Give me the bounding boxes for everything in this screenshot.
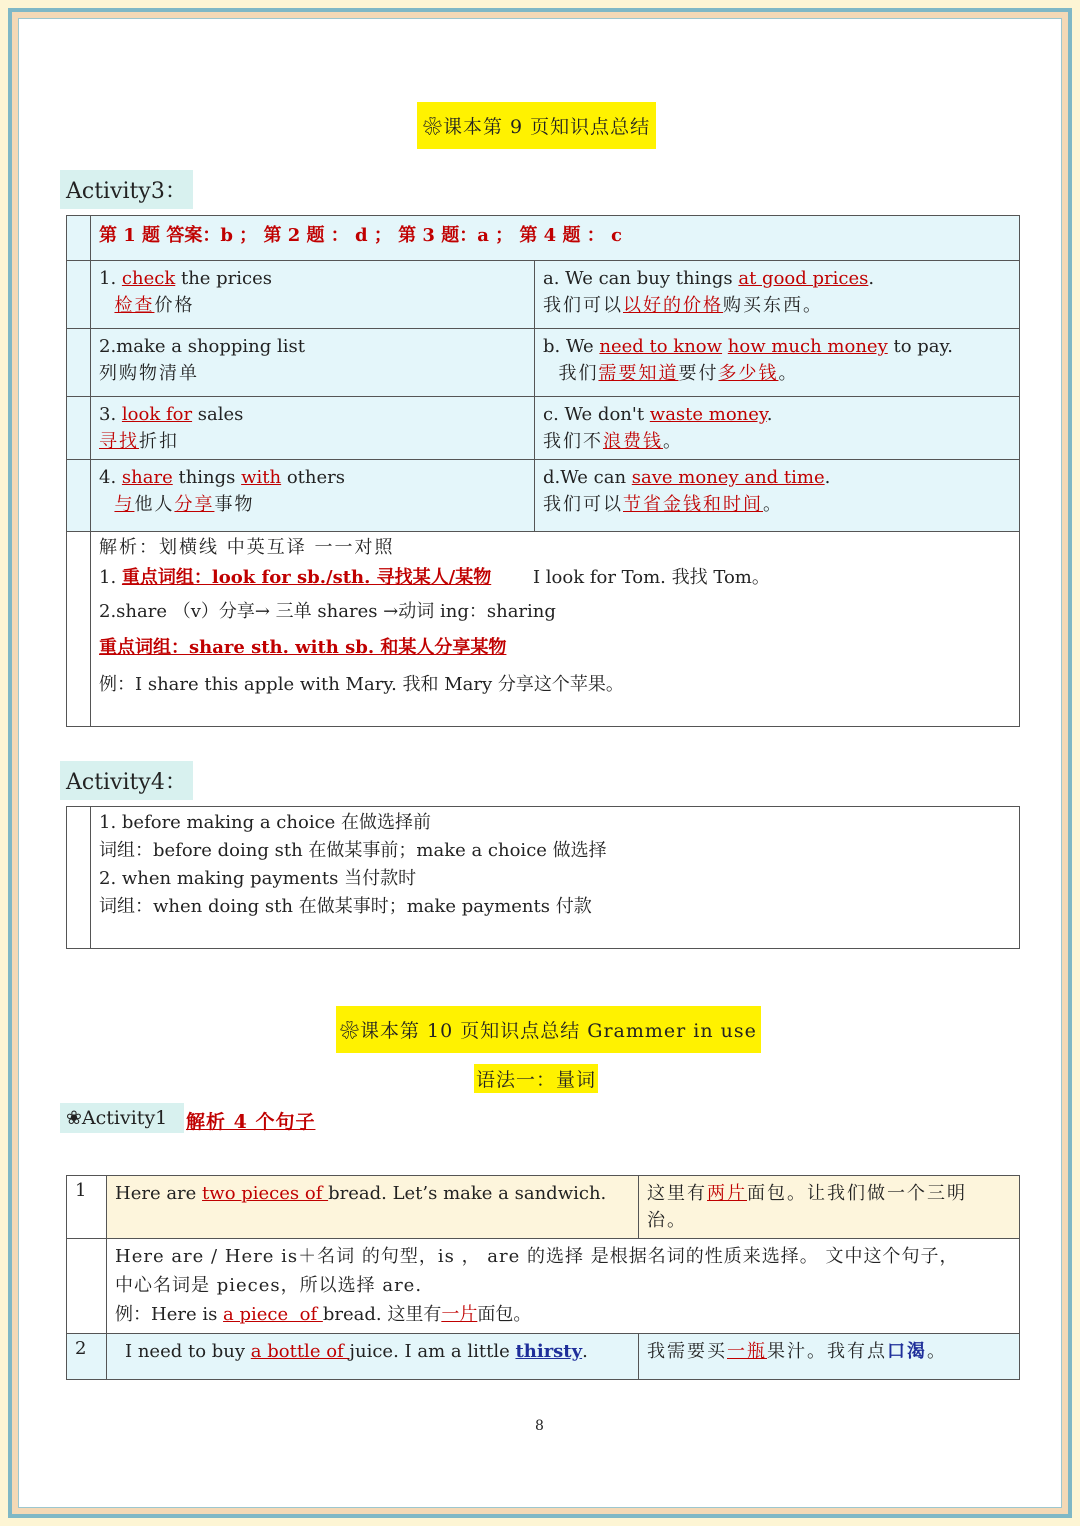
text-run: the prices bbox=[175, 268, 273, 289]
row3-left-english bbox=[99, 401, 526, 428]
answers-text: 第 1 题 答案：b ； 第 2 题 ： d ； 第 3 题：a ； 第 4 题 ： c bbox=[99, 225, 622, 246]
text-run: 价格 bbox=[154, 295, 195, 316]
highlighted-phrase: 检查 bbox=[114, 295, 155, 316]
text-run: 。 bbox=[763, 494, 783, 515]
text-run: I need to buy bbox=[125, 1341, 251, 1362]
text-run: 4. bbox=[99, 467, 122, 488]
text-run: 面包。 bbox=[477, 1304, 532, 1325]
highlighted-phrase: check bbox=[121, 268, 176, 289]
activity4-line-1: 1. before making a choice 在做选择前 bbox=[99, 812, 432, 833]
text-run: 1. bbox=[99, 268, 122, 289]
highlighted-phrase: two pieces of bbox=[202, 1183, 329, 1204]
row3-right-english bbox=[543, 401, 1011, 428]
key-word: 口渴 bbox=[887, 1341, 927, 1362]
text-run: to pay. bbox=[887, 336, 954, 357]
row2-right-chinese bbox=[543, 360, 1011, 387]
row-number: 1 bbox=[67, 1176, 107, 1239]
analysis-point-1: 1. 重点词组：look for sb./sth. 寻找某人/某物 I look for Tom. 我找 Tom。 bbox=[99, 567, 770, 588]
text-run: 事物 bbox=[214, 494, 255, 515]
text-run: 列购物清单 bbox=[99, 363, 199, 384]
highlighted-phrase: 多少钱 bbox=[718, 363, 779, 384]
section-10-title: ❀课本第 10 页知识点总结 Grammer in use bbox=[336, 1006, 761, 1053]
row2-left-chinese bbox=[99, 360, 526, 387]
analysis-row bbox=[67, 532, 1020, 727]
table-row bbox=[67, 1239, 1020, 1334]
text-run: 我们可以 bbox=[543, 494, 623, 515]
highlighted-phrase: 需要知道 bbox=[598, 363, 679, 384]
highlighted-phrase: a piece of bbox=[223, 1304, 323, 1325]
text-run: 我们 bbox=[543, 363, 599, 384]
activity4-line-3: 2. when making payments 当付款时 bbox=[99, 868, 417, 889]
sentence-1-chinese-cont: 治。 bbox=[647, 1210, 687, 1231]
text-run: 。 bbox=[927, 1341, 947, 1362]
highlighted-phrase: 寻找 bbox=[99, 431, 139, 452]
highlighted-phrase: 一片 bbox=[441, 1304, 478, 1325]
text-run: a. We can buy things bbox=[543, 268, 739, 289]
highlighted-phrase: at good prices bbox=[738, 268, 869, 289]
text-run: 这里有 bbox=[647, 1183, 707, 1204]
activity1-table bbox=[66, 1175, 1020, 1380]
table-row bbox=[67, 329, 1020, 397]
text-run: 要付 bbox=[678, 363, 719, 384]
row1-right-english bbox=[543, 265, 1011, 292]
activity4-line-4: 词组：when doing sth 在做某事时；make payments 付款 bbox=[99, 896, 592, 917]
highlighted-phrase: 两片 bbox=[707, 1183, 747, 1204]
highlighted-phrase: with bbox=[241, 467, 282, 488]
sentence-1-english bbox=[115, 1180, 630, 1207]
text-run: things bbox=[172, 467, 242, 488]
activity4-label: Activity4： bbox=[60, 761, 193, 800]
text-run: 我需要买 bbox=[647, 1341, 727, 1362]
activity4-line-2: 词组：before doing sth 在做某事前；make a choice 做选择 bbox=[99, 840, 607, 861]
activity4-cell bbox=[91, 807, 1020, 949]
highlighted-phrase: need to know bbox=[599, 336, 723, 357]
row1-left-english bbox=[99, 265, 526, 292]
sentence-2-english bbox=[125, 1338, 630, 1365]
analysis-heading: 解析：划横线 中英互译 一一对照 bbox=[99, 537, 395, 558]
row4-left-english bbox=[99, 464, 526, 491]
highlighted-phrase: 以好的价格 bbox=[623, 295, 723, 316]
text-run: sales bbox=[192, 404, 244, 425]
text-run: c. We don't bbox=[543, 404, 650, 425]
highlighted-phrase: look for bbox=[121, 404, 193, 425]
text-run: . bbox=[766, 404, 773, 425]
text-run: 2.make a shopping list bbox=[99, 336, 305, 357]
text-run bbox=[99, 494, 114, 515]
grammar-subtitle: 语法一：量词 bbox=[474, 1064, 598, 1093]
highlighted-phrase: waste money bbox=[649, 404, 767, 425]
activity1-label: ❀Activity1 bbox=[60, 1103, 184, 1133]
activity3-table bbox=[66, 215, 1020, 727]
row1-left-chinese bbox=[99, 292, 526, 319]
sentence-1-note: Here are / Here is＋名词 的句型，is ， are 的选择 是根据名词的性质来选择。 文中这个句子， 中心名词是 pieces，所以选择 are. 例：Here is a piece of bread. 这里有一片面包。 bbox=[107, 1239, 1020, 1334]
highlighted-phrase: save money and time bbox=[631, 467, 825, 488]
text-run: 购买东西。 bbox=[723, 295, 823, 316]
sentence-1-chinese bbox=[647, 1180, 1011, 1207]
text-run: . bbox=[824, 467, 831, 488]
sentence-2-chinese bbox=[647, 1338, 1011, 1365]
highlighted-phrase: 浪费钱 bbox=[603, 431, 663, 452]
highlighted-phrase: a bottle of bbox=[250, 1341, 350, 1362]
text-run: 果汁。我有点 bbox=[767, 1341, 887, 1362]
text-run: bread. Let’s make a sandwich. bbox=[328, 1183, 607, 1204]
sentence-1-note-example bbox=[115, 1300, 1011, 1329]
text-run: 3. bbox=[99, 404, 122, 425]
highlighted-phrase: 与 bbox=[114, 494, 135, 515]
row3-left-chinese bbox=[99, 428, 526, 455]
analysis-cell bbox=[91, 532, 1020, 727]
text-run: 我们可以 bbox=[543, 295, 623, 316]
text-run: d.We can bbox=[543, 467, 632, 488]
example-look-for: I look for Tom. 我找 Tom。 bbox=[532, 567, 770, 588]
row4-right-english bbox=[543, 464, 1011, 491]
table-row bbox=[67, 397, 1020, 460]
text-run: bread. 这里有 bbox=[322, 1304, 442, 1325]
row4-right-chinese bbox=[543, 491, 1011, 518]
table-row bbox=[67, 1176, 1020, 1239]
text-run: 折扣 bbox=[139, 431, 179, 452]
table-margin-cell bbox=[67, 216, 91, 261]
activity1-tag: 解析 4 个句子 bbox=[186, 1111, 316, 1133]
text-run: 例：Here is bbox=[115, 1304, 224, 1325]
text-run: b. We bbox=[543, 336, 600, 357]
highlighted-phrase: how much money bbox=[727, 336, 888, 357]
row4-left-chinese bbox=[99, 491, 526, 518]
text-run: 他人 bbox=[134, 494, 175, 515]
key-phrase-look-for: 重点词组：look for sb./sth. 寻找某人/某物 bbox=[121, 567, 492, 588]
analysis-point-2: 2.share （v）分享→ 三单 shares →动词 ing：sharing bbox=[99, 601, 556, 622]
text-run: 我们不 bbox=[543, 431, 603, 452]
row3-right-chinese bbox=[543, 428, 1011, 455]
text-run: 。 bbox=[663, 431, 683, 452]
text-run: juice. I am a little bbox=[349, 1341, 516, 1362]
table-row bbox=[67, 1334, 1020, 1380]
row1-right-chinese bbox=[543, 292, 1011, 319]
key-word: thirsty bbox=[515, 1341, 583, 1362]
activity4-table bbox=[66, 806, 1020, 949]
key-phrase-share: 重点词组：share sth. with sb. 和某人分享某物 bbox=[99, 637, 507, 658]
row2-left-english bbox=[99, 333, 526, 360]
text-run: 。 bbox=[778, 363, 799, 384]
example-share: 例：I share this apple with Mary. 我和 Mary 分享这个苹果。 bbox=[99, 674, 624, 695]
text-run: 面包。让我们做一个三明 bbox=[747, 1183, 967, 1204]
activity3-label: Activity3： bbox=[60, 170, 193, 209]
text-run: others bbox=[281, 467, 346, 488]
table-row bbox=[67, 261, 1020, 329]
text-run: . bbox=[582, 1341, 588, 1362]
text-run: . bbox=[868, 268, 875, 289]
highlighted-phrase: 节省金钱和时间 bbox=[623, 494, 763, 515]
text-run bbox=[99, 295, 114, 316]
section-9-title: ❀课本第 9 页知识点总结 bbox=[417, 102, 656, 149]
highlighted-phrase: 一瓶 bbox=[727, 1341, 767, 1362]
page-number: 8 bbox=[535, 1418, 544, 1434]
highlighted-phrase: share bbox=[121, 467, 173, 488]
text-run: Here are bbox=[115, 1183, 203, 1204]
table-row bbox=[67, 460, 1020, 532]
answers-row bbox=[91, 216, 1020, 261]
row2-right-english bbox=[543, 333, 1011, 360]
row-number: 2 bbox=[67, 1334, 107, 1380]
highlighted-phrase: 分享 bbox=[174, 494, 215, 515]
